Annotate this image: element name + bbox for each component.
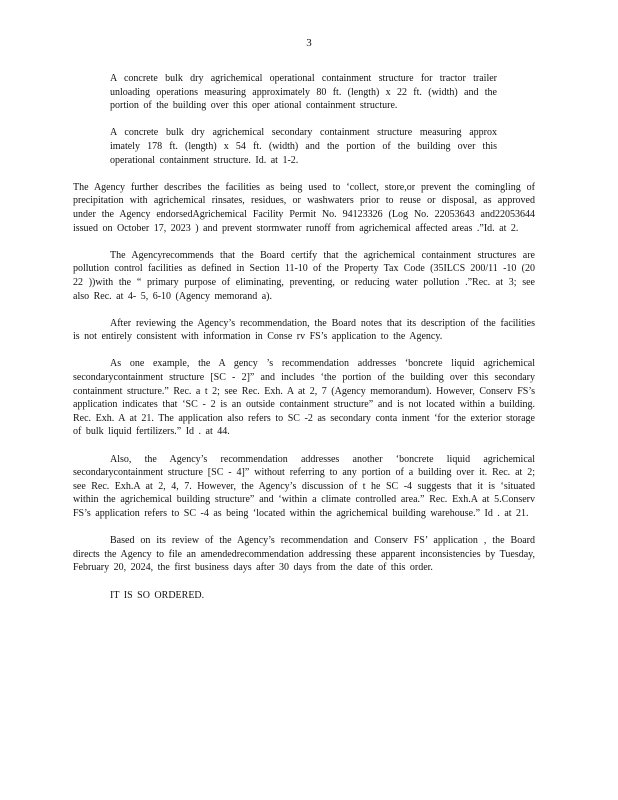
- document-body: [73, 72, 535, 616]
- paragraph-also-recommendation: Also, the Agency’s recommendation addresses another ‘boncrete liquid agrichemical secondarycontainment structure [SC - 4]” without referring to any portion of a building over it. Rec. at 2; see Rec. Exh.A at 2, 4, 7. However, the Agency’s discussion of t he SC -4 suggests that it is ‘situated within the agrichemical building structure” and ‘within a climate controlled area.” Rec. Exh.A at 5.Conserv FS’s application refers to SC -4 as being ‘located within the agrichemical building warehouse.” Id . at 21.: [73, 453, 535, 519]
- page-number: 3: [306, 37, 312, 49]
- paragraph-agency-describes: The Agency further describes the facilities as being used to ‘collect, store,or prevent the comingling of precipitation with agrichemical rinsates, residues, or washwaters prior to reuse or disposal, as approved under the Agency endorsedAgrichemical Facility Permit No. 94123326 (Log No. 22053643 and22053644 issued on October 17, 2023 ) and prevent stormwater runoff from agrichemical affected areas .”Id. at 2.: [73, 181, 535, 234]
- paragraph-agency-recommends: The Agencyrecommends that the Board certify that the agrichemical containment structures are pollution control facilities as defined in Section 11-10 of the Property Tax Code (35ILCS 200/11 -10 (20 22 ))with the “ primary purpose of eliminating, preventing, or reducing water pollution .”Rec. at 3; see also Rec. at 4- 5, 6-10 (Agency memorand a).: [73, 249, 535, 302]
- paragraph-after-reviewing: After reviewing the Agency’s recommendation, the Board notes that its description of the facilities is not entirely consistent with information in Conse rv FS’s application to the Agency.: [73, 317, 535, 343]
- order-closing: IT IS SO ORDERED.: [110, 589, 205, 601]
- quote-operational-containment: A concrete bulk dry agrichemical operational containment structure for tractor trailer unloading operations measuring approximately 80 ft. (length) x 22 ft. (width) and the portion of the building over this oper ational containment structure.: [110, 73, 497, 112]
- paragraph-one-example: As one example, the A gency ’s recommendation addresses ‘boncrete liquid agrichemical secondarycontainment structure [SC - 2]” and includes ‘the portion of the building over this secondary containment structure.” Rec. a t 2; see Rec. Exh. A at 2, 7 (Agency memorandum). However, Conserv FS’s application indicates that ‘SC - 2 is an outside containment structure” and is not located within a building. Rec. Exh. A at 21. The application also refers to SC -2 as secondary conta inment ‘for the exterior storage of bulk liquid fertilizers.” Id . at 44.: [73, 358, 535, 438]
- paragraph-based-on-review: Based on its review of the Agency’s recommendation and Conserv FS’ application , the Board directs the Agency to file an amendedrecommendation addressing these apparent inconsistencies by Tuesday, February 20, 2024, the first business days after 30 days from the date of this order.: [73, 535, 535, 574]
- quote-secondary-containment: A concrete bulk dry agrichemical secondary containment structure measuring approx imately 178 ft. (length) x 54 ft. (width) and the portion of the building over this operational containment structure. Id. at 1-2.: [110, 127, 497, 166]
